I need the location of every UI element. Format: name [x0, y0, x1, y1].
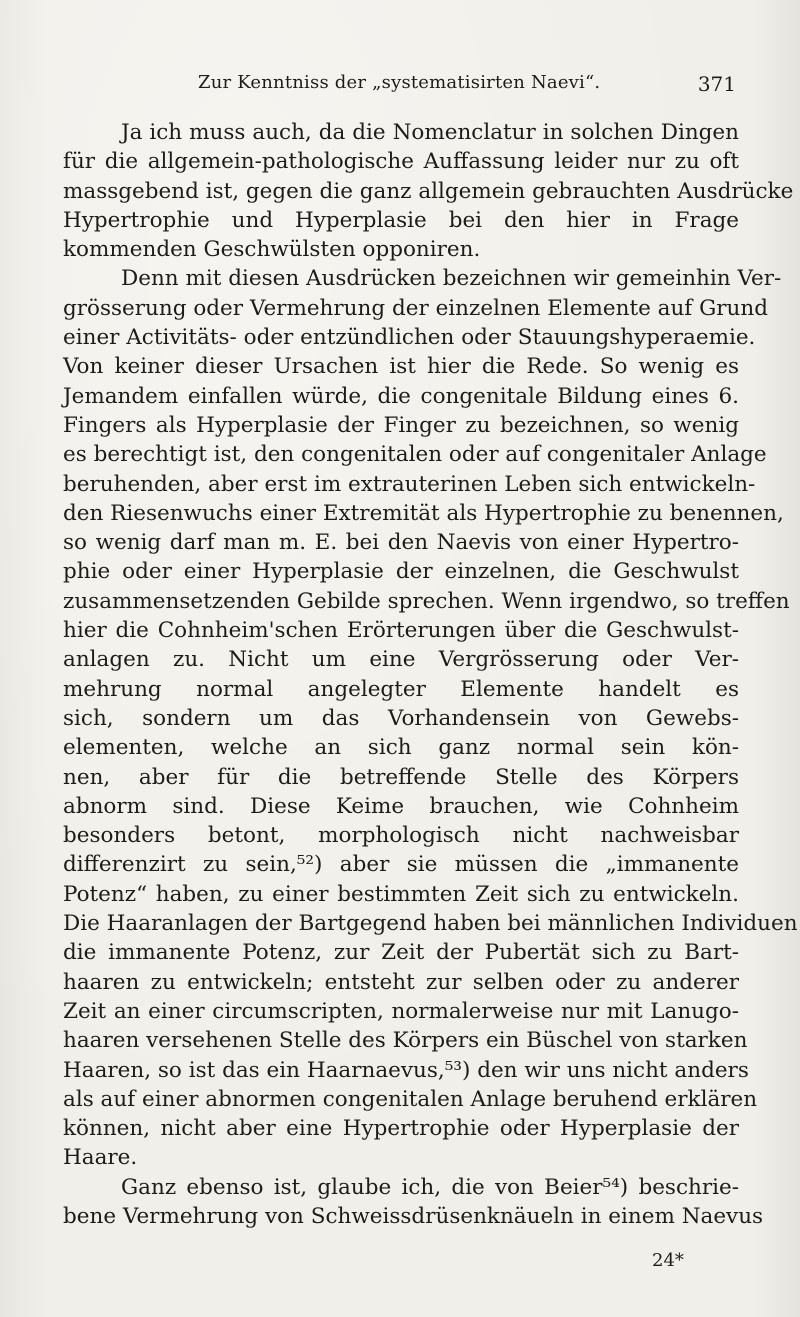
text-line: einer Activitäts- oder entzündlichen oder Stauungshyperaemie.: [63, 325, 756, 351]
text-line: Die Haaranlagen der Bartgegend haben bei männlichen Individuen: [63, 911, 798, 937]
text-line: zusammensetzenden Gebilde sprechen. Wenn irgendwo, so treffen: [63, 588, 790, 614]
text-line: beruhenden, aber erst im extrauterinen Leben sich entwickeln-: [63, 471, 756, 497]
text-line: massgebend ist, gegen die ganz allgemein gebrauchten Ausdrücke: [63, 178, 794, 204]
text-line: so wenig darf man m. E. bei den Naevis von einer Hypertro-: [63, 530, 739, 556]
text-line: hier die Cohnheim'schen Erörterungen über die Geschwulst-: [63, 618, 739, 644]
text-line: differenzirt zu sein,⁵²) aber sie müssen die „immanente: [63, 852, 739, 878]
text-line: Hypertrophie und Hyperplasie bei den hier in Frage: [63, 207, 739, 233]
text-line: abnorm sind. Diese Keime brauchen, wie Cohnheim: [63, 793, 739, 819]
text-line: haaren zu entwickeln; entsteht zur selben oder zu anderer: [63, 969, 739, 995]
text-line: elementen, welche an sich ganz normal sein kön-: [63, 735, 739, 761]
text-line: den Riesenwuchs einer Extremität als Hypertrophie zu benennen,: [63, 500, 784, 526]
text-line: nen, aber für die betreffende Stelle des Körpers: [63, 764, 739, 790]
body-text: [63, 118, 798, 1231]
running-title: Zur Kenntniss der „systematisirten Naevi“.: [198, 72, 601, 93]
text-line: anlagen zu. Nicht um eine Vergrösserung oder Ver-: [63, 647, 739, 673]
text-line: Zeit an einer circumscripten, normalerweise nur mit Lanugo-: [63, 998, 739, 1024]
text-line: Haaren, so ist das ein Haarnaevus,⁵³) den wir uns nicht anders: [63, 1057, 749, 1083]
text-line: Denn mit diesen Ausdrücken bezeichnen wir gemeinhin Ver-: [121, 266, 782, 292]
text-line: Fingers als Hyperplasie der Finger zu bezeichnen, so wenig: [63, 412, 739, 438]
text-line: phie oder einer Hyperplasie der einzelnen, die Geschwulst: [63, 559, 739, 585]
page-number: 371: [697, 72, 736, 96]
text-line: für die allgemein-pathologische Auffassung leider nur zu oft: [63, 149, 739, 175]
text-line: haaren versehenen Stelle des Körpers ein Büschel von starken: [63, 1028, 748, 1054]
text-line: Haare.: [63, 1145, 138, 1171]
text-line: als auf einer abnormen congenitalen Anlage beruhend erklären: [63, 1086, 758, 1112]
text-line: bene Vermehrung von Schweissdrüsenknäueln in einem Naevus: [63, 1203, 764, 1229]
text-line: grösserung oder Vermehrung der einzelnen Elemente auf Grund: [63, 295, 769, 321]
text-line: Ja ich muss auch, da die Nomenclatur in solchen Dingen: [121, 120, 739, 145]
text-line: können, nicht aber eine Hypertrophie oder Hyperplasie der: [63, 1116, 739, 1142]
text-line: es berechtigt ist, den congenitalen oder auf congenitaler Anlage: [63, 442, 767, 468]
text-line: besonders betont, morphologisch nicht nachweisbar: [63, 823, 739, 849]
text-line: die immanente Potenz, zur Zeit der Pubertät sich zu Bart-: [63, 940, 739, 966]
text-line: mehrung normal angelegter Elemente handelt es: [63, 676, 739, 702]
text-line: Ganz ebenso ist, glaube ich, die von Beier⁵⁴) beschrie-: [121, 1174, 739, 1200]
signature-mark: 24*: [652, 1250, 684, 1271]
text-line: kommenden Geschwülsten opponiren.: [63, 237, 481, 263]
text-line: Jemandem einfallen würde, die congenitale Bildung eines 6.: [63, 383, 739, 409]
text-line: sich, sondern um das Vorhandensein von Gewebs-: [63, 705, 739, 731]
text-line: Von keiner dieser Ursachen ist hier die Rede. So wenig es: [63, 354, 739, 380]
text-line: Potenz“ haben, zu einer bestimmten Zeit sich zu entwickeln.: [63, 881, 739, 907]
